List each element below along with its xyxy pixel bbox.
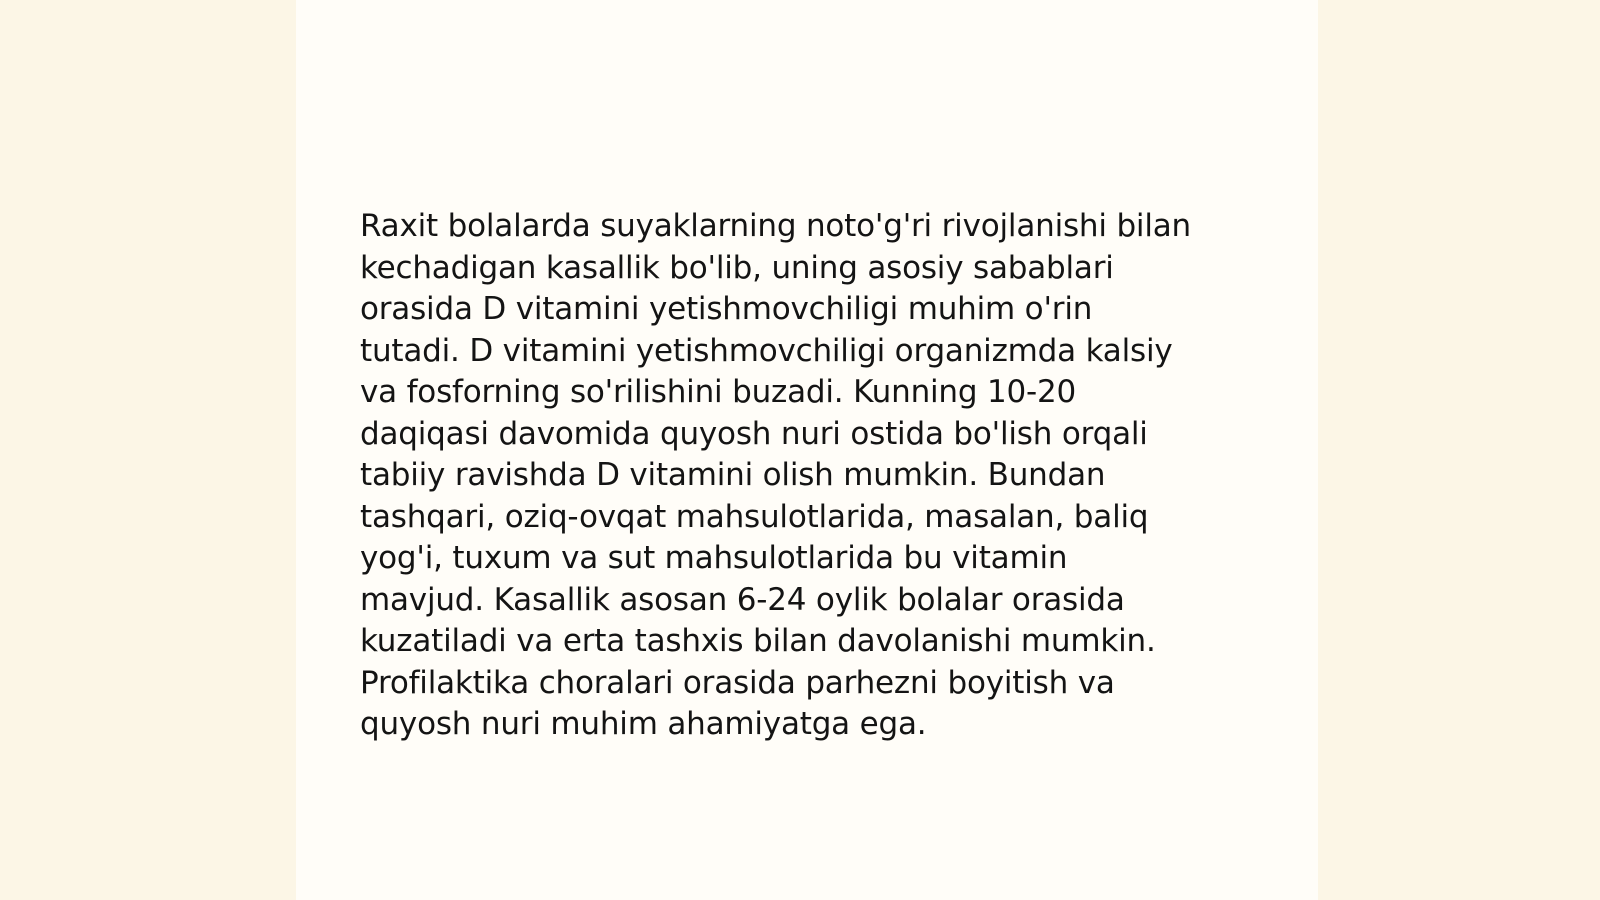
paragraph-line: va fosforning so'rilishini buzadi. Kunning 10-20 (360, 374, 1077, 410)
paragraph-line: orasida D vitamini yetishmovchiligi muhim o'rin (360, 291, 1093, 327)
paragraph-line: Profilaktika choralari orasida parhezni boyitish va (360, 664, 1115, 701)
paragraph-line: daqiqasi davomida quyosh nuri ostida bo'lish orqali (360, 415, 1148, 452)
paragraph-line: kechadigan kasallik bo'lib, uning asosiy sabablari (360, 249, 1114, 286)
body-paragraph (360, 206, 1260, 746)
paragraph-line: quyosh nuri muhim ahamiyatga ega. (360, 706, 927, 742)
paragraph-line: tabiiy ravishda D vitamini olish mumkin. Bundan (360, 457, 1106, 493)
paragraph-line: kuzatiladi va erta tashxis bilan davolanishi mumkin. (360, 623, 1156, 659)
paragraph-line: Raxit bolalarda suyaklarning noto'g'ri rivojlanishi bilan (360, 208, 1191, 244)
paragraph-line: tutadi. D vitamini yetishmovchiligi organizmda kalsiy (360, 332, 1173, 369)
paragraph-line: mavjud. Kasallik asosan 6-24 oylik bolalar orasida (360, 581, 1125, 618)
paragraph-line: tashqari, oziq-ovqat mahsulotlarida, masalan, baliq (360, 498, 1149, 535)
paragraph-line: yog'i, tuxum va sut mahsulotlarida bu vitamin (360, 540, 1068, 576)
document-page (296, 0, 1318, 900)
